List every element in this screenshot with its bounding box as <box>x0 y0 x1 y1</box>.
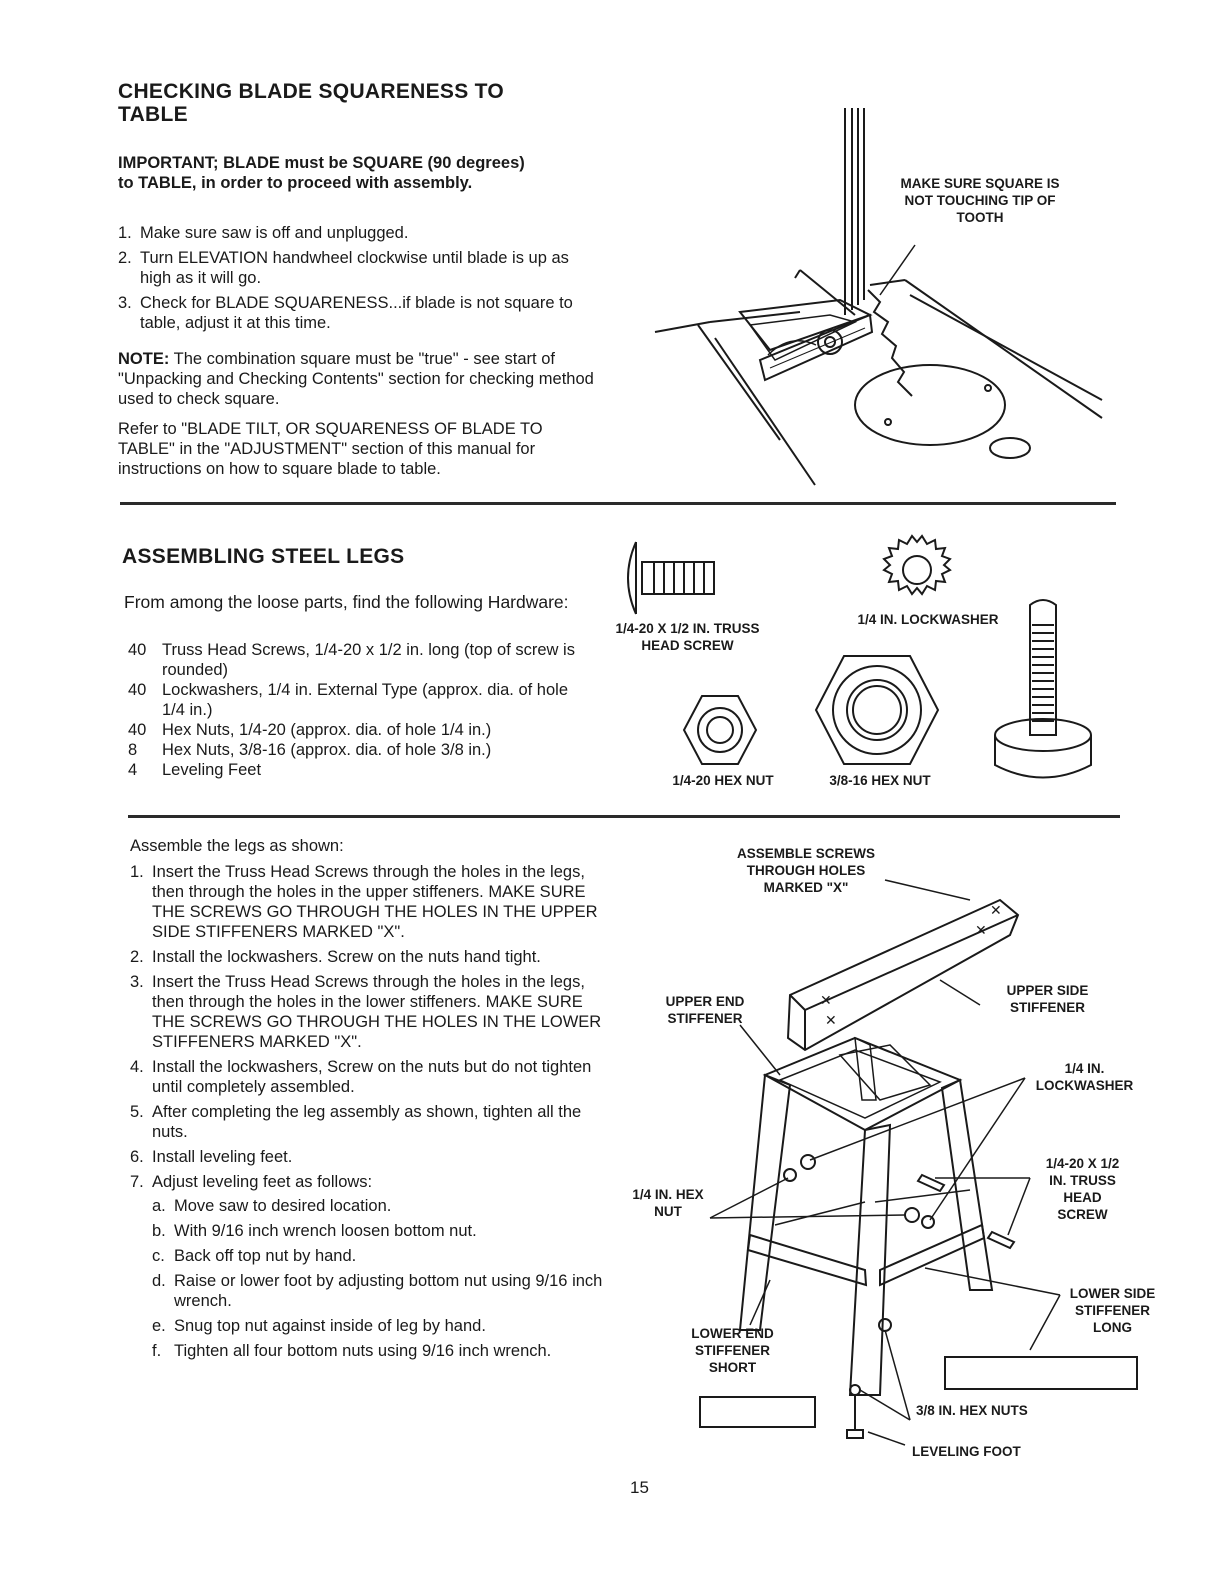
substep-f: f. Tighten all four bottom nuts using 9/16 inch wrench. <box>152 1342 552 1360</box>
assembly-steps <box>130 862 605 1366</box>
substep-b: b. With 9/16 inch wrench loosen bottom nut. <box>152 1222 477 1240</box>
step-7: 7. Adjust leveling feet as follows: a. Move saw to desired location. b. With 9/16 inch wrench loosen bottom nut. c. Back off top nut by hand. d. Raise or lower foot by adjusting bottom nut using 9/16 inch wrench. e. Snug top nut against inside of leg by hand. f. Tighten all four bottom nuts using 9/16 inch wrench. <box>130 1172 605 1361</box>
hex-nut-small-drawing <box>680 690 760 770</box>
hex-nut-large-drawing <box>812 650 942 770</box>
substep-c: c. Back off top nut by hand. <box>152 1247 357 1265</box>
step-3: 3. Check for BLADE SQUARENESS...if blade is not square to table, adjust it at this time. <box>118 294 573 332</box>
assemble-intro: Assemble the legs as shown: <box>130 837 344 855</box>
page-number: 15 <box>630 1478 649 1497</box>
label-leveling-foot: LEVELING FOOT <box>912 1444 1021 1459</box>
section-title-blade-squareness: CHECKING BLADE SQUARENESS TO TABLE <box>118 80 505 126</box>
svg-text:✕: ✕ <box>825 1012 837 1028</box>
note-paragraph <box>118 349 596 409</box>
leg-assembly-figure <box>640 860 1160 1480</box>
callout-square-not-touching: MAKE SURE SQUARE IS NOT TOUCHING TIP OF TOOTH <box>900 176 1060 225</box>
substep-e: e. Snug top nut against inside of leg by hand. <box>152 1317 486 1335</box>
step-2: 2. Turn ELEVATION handwheel clockwise until blade is up as high as it will go. <box>118 249 569 287</box>
label-upper-side-stiffener: UPPER SIDE STIFFENER <box>1006 983 1089 1015</box>
step-6: 6. Install leveling feet. <box>130 1148 293 1166</box>
label-lockwasher-fig: 1/4 IN. LOCKWASHER <box>1035 1061 1134 1093</box>
step-5: 5. After completing the leg assembly as shown, tighten all the nuts. <box>130 1103 582 1141</box>
hardware-item: 40 Truss Head Screws, 1/4-20 x 1/2 in. long (top of screw is rounded) <box>128 641 575 679</box>
substep-a: a. Move saw to desired location. <box>152 1197 392 1215</box>
divider-1 <box>120 502 1116 505</box>
label-assemble-screws: ASSEMBLE SCREWS THROUGH HOLES MARKED "X" <box>736 846 875 895</box>
hardware-intro: From among the loose parts, find the following Hardware: <box>124 592 569 612</box>
substep-d: d. Raise or lower foot by adjusting bottom nut using 9/16 inch wrench. <box>152 1272 603 1310</box>
label-lower-end-stiffener: LOWER END STIFFENER SHORT <box>691 1326 774 1375</box>
hardware-item: 40 Hex Nuts, 1/4-20 (approx. dia. of hole 1/4 in.) <box>128 721 492 739</box>
step-2: 2. Install the lockwashers. Screw on the nuts hand tight. <box>130 948 541 966</box>
blade-check-steps <box>118 223 596 338</box>
step-1: 1. Insert the Truss Head Screws through the holes in the legs, then through the holes in the upper stiffeners. MAKE SURE THE SCREWS GO THROUGH THE HOLES IN THE UPPER SIDE STIFFENERS MARKED "X". <box>130 863 598 941</box>
step-3: 3. Insert the Truss Head Screws through the holes in the legs, then through the holes in the lower stiffeners. MAKE SURE THE SCREWS GO THROUGH THE HOLES IN THE LOWER STIFFENERS MARKED "X". <box>130 973 602 1051</box>
step-4: 4. Install the lockwashers, Screw on the nuts but do not tighten until completely assembled. <box>130 1058 592 1096</box>
blade-square-figure <box>640 100 1110 490</box>
label-lockwasher: 1/4 IN. LOCKWASHER <box>857 612 999 627</box>
label-upper-end-stiffener: UPPER END STIFFENER <box>665 994 745 1026</box>
hardware-item: 4 Leveling Feet <box>128 761 262 779</box>
note-text: The combination square must be "true" - see start of "Unpacking and Checking Contents" section for checking method used to check square. <box>118 350 594 408</box>
lockwasher-drawing <box>872 530 962 610</box>
label-hex-nut-fig: 1/4 IN. HEX NUT <box>632 1187 704 1219</box>
leveling-foot-drawing <box>988 595 1113 790</box>
note-label: NOTE: <box>118 350 170 368</box>
section-title-assembling-legs: ASSEMBLING STEEL LEGS <box>122 545 405 568</box>
divider-2 <box>128 815 1120 818</box>
label-hex-nuts-3-8: 3/8 IN. HEX NUTS <box>916 1403 1028 1418</box>
label-hex-nut-3-8-16: 3/8-16 HEX NUT <box>829 773 931 788</box>
hardware-item: 40 Lockwashers, 1/4 in. External Type (approx. dia. of hole 1/4 in.) <box>128 681 569 719</box>
hardware-item: 8 Hex Nuts, 3/8-16 (approx. dia. of hole 3/8 in.) <box>128 741 492 759</box>
label-truss-head-screw: 1/4-20 X 1/2 IN. TRUSS HEAD SCREW <box>615 621 760 653</box>
important-notice: IMPORTANT; BLADE must be SQUARE (90 degrees) to TABLE, in order to proceed with assembly. <box>118 154 525 192</box>
refer-paragraph: Refer to "BLADE TILT, OR SQUARENESS OF BLADE TO TABLE" in the "ADJUSTMENT" section of this manual for instructions on how to square blade to table. <box>118 420 543 478</box>
label-lower-side-stiffener: LOWER SIDE STIFFENER LONG <box>1069 1286 1156 1335</box>
svg-text:✕: ✕ <box>820 992 832 1008</box>
svg-text:✕: ✕ <box>990 902 1002 918</box>
leveling-substeps <box>152 1196 605 1361</box>
label-hex-nut-1-4-20: 1/4-20 HEX NUT <box>672 773 774 788</box>
hardware-list <box>124 640 594 780</box>
step-1: 1. Make sure saw is off and unplugged. <box>118 224 409 242</box>
truss-head-screw-drawing <box>618 538 728 618</box>
label-truss-screw-fig: 1/4-20 X 1/2 IN. TRUSS HEAD SCREW <box>1045 1156 1120 1222</box>
svg-text:✕: ✕ <box>975 922 987 938</box>
